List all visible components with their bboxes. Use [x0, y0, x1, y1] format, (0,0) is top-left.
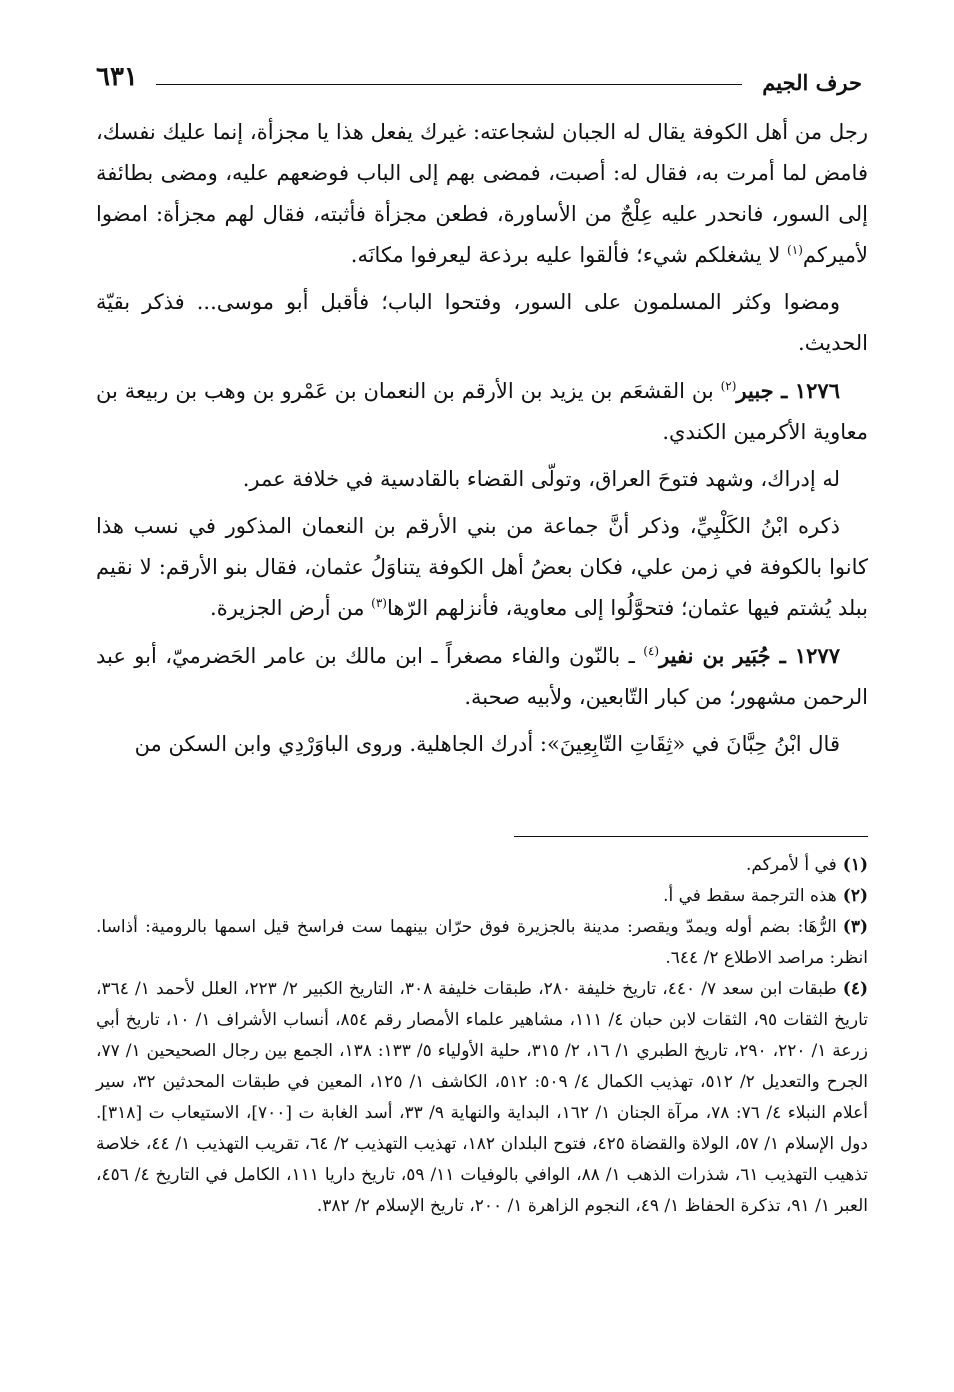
footnote-number: (٤) [842, 979, 868, 999]
footnote-text: الرُّهَا: بضم أوله ويمدّ ويقصر: مدينة بالجزيرة فوق حرّان بينهما ست فراسخ قيل اسمها بالرومية: أذاسا. انظر: مراصد الاطلاع ٢/ ٦٤٤. [96, 917, 868, 968]
footnote-3 [96, 912, 868, 974]
footnote-ref-1: (١) [787, 243, 803, 257]
footnote-4 [96, 974, 868, 1222]
paragraph-2: ومضوا وكثر المسلمون على السور، وفتحوا الباب؛ فأقبل أبو موسى... فذكر بقيّة الحديث. [96, 290, 868, 355]
footnote-number: (٢) [842, 886, 868, 906]
footnote-number: (٣) [842, 917, 868, 937]
paragraph-5-end: من أرض الجزيرة. [210, 596, 372, 620]
header-rule [156, 84, 742, 85]
page-header [96, 62, 862, 102]
footnote-1 [96, 850, 868, 881]
footnote-text: هذه الترجمة سقط في أ. [663, 886, 837, 906]
footnote-number: (١) [842, 855, 868, 875]
page-number: ٦٣١ [96, 62, 138, 92]
footnote-text: طبقات ابن سعد ٧/ ٤٤٠، تاريخ خليفة ٢٨٠، طبقات خليفة ٣٠٨، التاريخ الكبير ٢/ ٢٢٣، العلل لأحمد ١/ ٣٦٤، تاريخ الثقات ٩٥، الثقات لابن حبان ٤/ ١١١، مشاهير علماء الأمصار رقم ٨٥٤، أنساب الأشراف ١/ ١٠، تاريخ أبي زرعة ١/ ٢٢٠، ٢٩٠، تاريخ الطبري ١/ ١٦، ٢/ ٣١٥، حلية الأولياء ٥/ ١٣٣: ١٣٨، الجمع بين رجال الصحيحين ١/ ٧٧، الجرح والتعديل ٢/ ٥١٢، تهذيب الكمال ٤/ ٥٠٩: ٥١٢، الكاشف ١/ ١٢٥، المعين في طبقات المحدثين ٣٢، سير أعلام النبلاء ٤/ ٧٦: ٧٨، مرآة الجنان ١/ ١٦٢، البداية والنهاية ٩/ ٣٣، أسد الغابة ت [٧٠٠]، الاستيعاب ت [٣١٨]. دول الإسلام ١/ ٥٧، الولاة والقضاة ٤٢٥، فتوح البلدان ١٨٢، تهذيب التهذيب ٢/ ٦٤، تقريب التهذيب ١/ ٤٤، خلاصة تذهيب التهذيب ٦١، شذرات الذهب ١/ ٨٨، الوافي بالوفيات ١١/ ٥٩، تاريخ داريا ١١١، الكامل في التاريخ ٤/ ٤٥٦، العبر ١/ ٩١، تذكرة الحفاظ ١/ ٤٩، النجوم الزاهرة ١/ ٢٠٠، تاريخ الإسلام ٢/ ٣٨٢. [96, 979, 869, 1216]
footnotes [96, 850, 868, 1222]
entry-1277 [96, 635, 868, 718]
paragraph-5-text: ذكره ابْنُ الكَلْبِيِّ، وذكر أنَّ جماعة من بني الأرقم بن النعمان المذكور في نسب هذا كانوا بالكوفة في زمن علي، فكان بعضُ أهل الكوفة يتناوَلُ عثمان، فقال بنو الأرقم: لا نقيم ببلد يُشتم فيها عثمان؛ فتحوَّلُوا إلى معاوية، فأنزلهم الرّها [96, 514, 868, 620]
paragraph-7: قال ابْنُ حِبَّانَ في «ثِقَاتِ التّابِعِينَ»: أدرك الجاهلية. وروى الباوَرْدِي وابن السكن من [134, 732, 840, 756]
entry-1277-heading: ١٢٧٧ ـ جُبَير بن نفير [659, 643, 840, 668]
running-title: حرف الجيم [762, 70, 862, 95]
entry-1277-text: ـ بالنّون والفاء مصغراً ـ ابن مالك بن عامر الحَضرميّ، أبو عبد الرحمن مشهور؛ من كبار التّابعين، ولأبيه صحبة. [96, 644, 868, 709]
entry-1276 [96, 370, 868, 453]
footnote-rule [514, 836, 868, 837]
paragraph-4: له إدراك، وشهد فتوحَ العراق، وتولّى القضاء بالقادسية في خلافة عمر. [242, 467, 840, 491]
paragraph-1-end: لا يشغلكم شيء؛ فألقوا عليه برذعة ليعرفوا مكانَه. [350, 243, 788, 267]
footnote-ref-2: (٢) [720, 379, 737, 393]
entry-1276-text: بن القشعَم بن يزيد بن الأرقم بن النعمان بن عَمْرو بن وهب بن ربيعة بن معاوية الأكرمين الكندي. [96, 379, 868, 444]
footnote-2 [96, 881, 868, 912]
footnote-text: في أ لأمركم. [745, 855, 837, 875]
paragraph-5 [96, 506, 868, 629]
footnote-ref-4: (٤) [643, 644, 660, 658]
paragraph-1 [96, 112, 868, 276]
footnote-ref-3: (٣) [371, 596, 387, 610]
main-text [96, 112, 868, 771]
paragraph-1-text: رجل من أهل الكوفة يقال له الجبان لشجاعته: غيرك يفعل هذا يا مجزأة، إنما عليك نفسك، فامض لما أمرت به، فقال له: أصبت، فمضى بهم إلى الباب فوضعهم عليه، ومضى بطائفة إلى السور، فانحدر عليه عِلْجٌ من الأساورة، فطعن مجزأة فأثبته، فقال لهم مجزأة: امضوا لأميركم [96, 120, 868, 267]
entry-1276-heading: ١٢٧٦ ـ جبير [736, 378, 840, 403]
